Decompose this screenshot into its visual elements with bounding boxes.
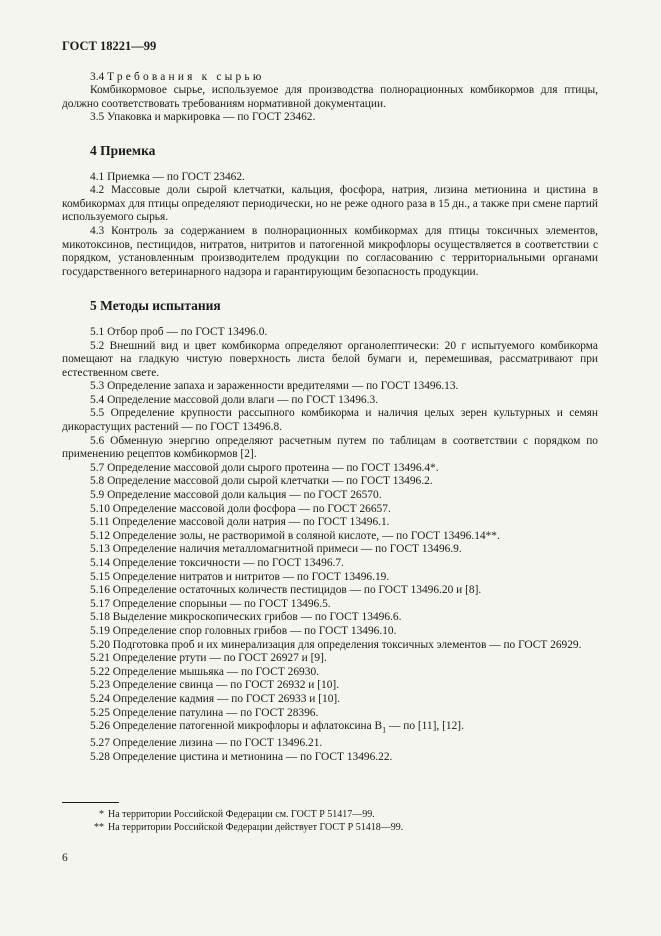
clause-3-4-text: Комбикормовое сырье, используемое для производства полнорационных комбикормов для птицы, должно соответствовать требованиям нормативной документации. [62,84,598,110]
footnote-1-mark: * [99,809,104,821]
clause-5-6: 5.6 Обменную энергию определяют расчетным путем по таблицам в соответствии с порядком по применению рецептов комбикормов [2]. [62,434,598,461]
clause-5-16: 5.16 Определение остаточных количеств пестицидов — по ГОСТ 13496.20 и [8]. [90,584,482,597]
clause-5-21: 5.21 Определение ртути — по ГОСТ 26927 и [9]. [90,652,327,665]
clause-5-11: 5.11 Определение массовой доли натрия — по ГОСТ 13496.1. [90,516,390,529]
clause-5-14: 5.14 Определение токсичности — по ГОСТ 13496.7. [90,557,344,569]
clause-3-4-title: Требования к сырью [107,70,265,83]
clause-4-3: 4.3 Контроль за содержанием в полнорационных комбикормах для птицы токсичных элементов, микотоксинов, пестицидов, нитратов, нитритов и патогенной микрофлоры осуществляется в соответствии с порядком, установленным производителем продукции по согласованию с территориальными органами государственного ветеринарного надзора и гарантирующим безопасность продукции. [62,224,598,278]
footnote-divider [62,802,119,803]
clause-5-7: 5.7 Определение массовой доли сырого протеина — по ГОСТ 13496.4*. [90,461,439,474]
clause-5-24: 5.24 Определение кадмия — по ГОСТ 26933 и [10]. [90,692,341,705]
clause-5-26-tail: — по [11], [12]. [386,720,464,733]
page-number: 6 [62,852,68,864]
clause-5-10: 5.10 Определение массовой доли фосфора — по ГОСТ 26657. [90,502,391,515]
clause-5-13: 5.13 Определение наличия металломагнитной примеси — по ГОСТ 13496.9. [90,543,462,556]
clause-5-3: 5.3 Определение запаха и зараженности вредителями — по ГОСТ 13496.13. [90,380,459,393]
clause-5-27: 5.27 Определение лизина — по ГОСТ 13496.21. [90,737,323,749]
footnote-2-text: На территории Российской Федерации действует ГОСТ Р 51418—99. [108,821,404,833]
clause-5-25: 5.25 Определение патулина — по ГОСТ 28396. [90,706,319,719]
footnote-1 [62,809,598,822]
document-page [62,40,598,834]
clause-3-5: 3.5 Упаковка и маркировка — по ГОСТ 23462. [90,111,316,124]
clause-3-4-number: 3.4 [90,70,105,83]
clause-5-26-text: 5.26 Определение патогенной микрофлоры и афлатоксина B [90,720,383,733]
clause-3-4-heading [62,71,598,85]
clause-5-28: 5.28 Определение цистина и метионина — по ГОСТ 13496.22. [90,750,393,763]
clause-5-4: 5.4 Определение массовой доли влаги — по ГОСТ 13496.3. [90,393,378,406]
clause-5-2: 5.2 Внешний вид и цвет комбикорма определяют органолептически: 20 г испытуемого комбикорма помещают на гладкую чистую поверхность листа белой бумаги и, перемешивая, рассматривают при естественном свете. [62,339,598,379]
footnote-2 [62,822,598,835]
clause-4-1: 4.1 Приемка — по ГОСТ 23462. [90,170,245,183]
clause-5-18: 5.18 Выделение микроскопических грибов — по ГОСТ 13496.6. [90,611,402,624]
footnote-1-text: На территории Российской Федерации см. ГОСТ Р 51417—99. [108,809,375,821]
clause-5-9: 5.9 Определение массовой доли кальция — по ГОСТ 26570. [90,489,382,502]
footnotes [62,809,598,834]
clause-5-22: 5.22 Определение мышьяка — по ГОСТ 26930. [90,665,319,678]
clause-5-12: 5.12 Определение золы, не растворимой в соляной кислоте, — по ГОСТ 13496.14**. [90,529,500,542]
clause-5-1: 5.1 Отбор проб — по ГОСТ 13496.0. [90,325,268,338]
section-4-title: 4 Приемка [90,142,156,158]
document-header: ГОСТ 18221—99 [62,39,157,53]
clause-4-2: 4.2 Массовые доли сырой клетчатки, кальция, фосфора, натрия, лизина метионина и цистина в комбикормах для птицы определяют периодически, но не реже одного раза в 15 дн., а также при смене партий используемого сырья. [62,184,598,224]
clause-5-15: 5.15 Определение нитратов и нитритов — по ГОСТ 13496.19. [90,570,390,583]
clause-5-23: 5.23 Определение свинца — по ГОСТ 26932 и [10]. [90,679,340,692]
clause-5-17: 5.17 Определение спорыньи — по ГОСТ 13496.5. [90,597,331,610]
clause-5-26 [62,720,598,737]
clause-5-5: 5.5 Определение крупности рассыпного комбикорма и наличия целых зерен культурных и семян дикорастущих растений — по ГОСТ 13496.8. [62,407,598,434]
clause-5-20: 5.20 Подготовка проб и их минерализация для определения токсичных элементов — по ГОСТ 26929. [90,638,582,651]
footnote-2-mark: ** [94,821,104,833]
section-5-title: 5 Методы испытания [90,298,221,314]
clause-5-8: 5.8 Определение массовой доли сырой клетчатки — по ГОСТ 13496.2. [90,475,433,488]
clause-5-26-subscript: 1 [382,725,387,735]
clause-5-19: 5.19 Определение спор головных грибов — по ГОСТ 13496.10. [90,624,397,637]
